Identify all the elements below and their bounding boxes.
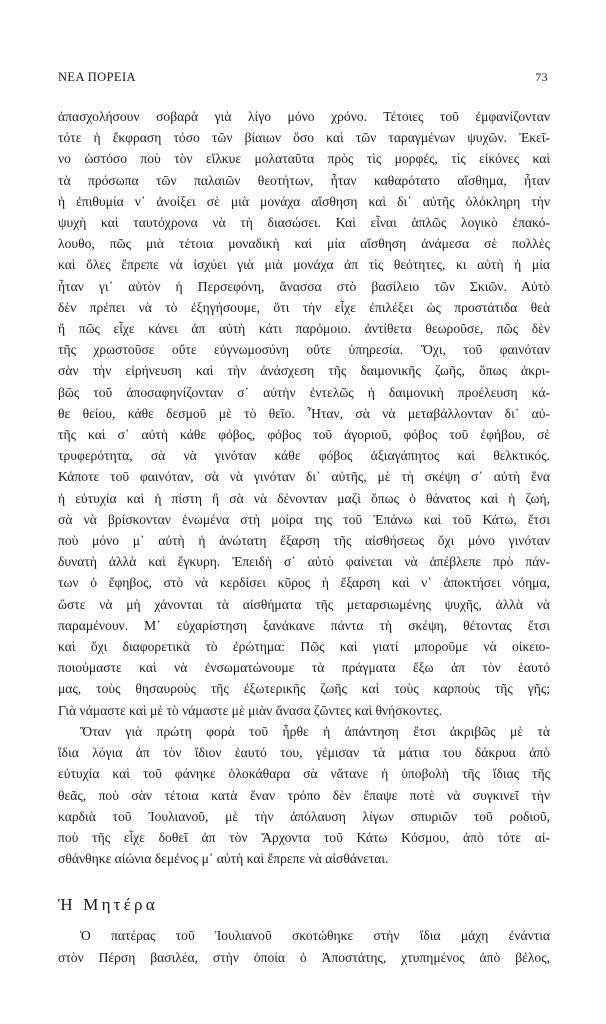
text-line: ἀπασχολήσουν σοβαρὰ γιὰ λίγο μόνο χρόνο. Τέτοιες τοῦ ἐμφανίζονταν	[58, 109, 550, 124]
text-line: μας, τοὺς θησαυροὺς τῆς ἐξωτερικῆς ζωῆς καὶ τοὺς καρποὺς τῆς γῆς;	[58, 681, 550, 697]
text-line: ὥστε νὰ μὴ χάνονται τὰ αἰσθήματα τῆς μεταρσιωμένης ψυχῆς, ἀλλὰ νὰ	[58, 596, 550, 612]
text-line: τῆς καὶ σ᾿ αὐτὴ κάθε φόβος, φόβος τοῦ ἀγοριοῦ, φόβος τοῦ ἐφήβου, σὲ	[58, 427, 550, 443]
paragraph-2	[58, 721, 550, 869]
text-line: τότε ἡ ἔκφραση τόσο τῶν βίαιων ὅσο καὶ τῶν ταραγμένων ψυχῶν. Ἐκεῖ-	[58, 130, 550, 146]
text-line: βῶς τοῦ ἀποσαφηνίζονταν σ᾿ αὐτὴν ἐντελῶς ἡ δαιμονικὴ προέλευση κά-	[58, 384, 550, 400]
text-line: ἡ ἐπιθυμία ν᾿ ἀνοίξει σὲ μιὰ μονάχα αἴσθηση καὶ δι᾿ αὐτῆς ὁλόκληρη τὴν	[58, 193, 550, 209]
running-head	[58, 70, 550, 85]
text-line: Γιὰ νάμαστε καὶ μὲ τὸ νάμαστε μὲ μιὰν ἄνασα ζῶντες καὶ θνήσκοντες.	[58, 702, 443, 718]
text-line: ἦταν γι᾿ αὐτὸν ἡ Περσεφόνη, ἄνασσα στὸ βασίλειο τῶν Σκιῶν. Αὐτὸ	[58, 278, 550, 294]
text-line: εὐτυχία καὶ τοῦ φάνηκε ὁλοκάθαρα σὰ νἄτανε ἡ ὑποβολὴ τῆς ἴδιας τῆς	[58, 766, 550, 782]
journal-title: ΝΕΑ ΠΟΡΕΙΑ	[58, 70, 136, 84]
text-line: δὲν πρέπει νὰ τὸ ἐξηγήσουμε, ὅτι τὴν εἶχε ἐπιλέξει ὡς προστάτιδα θεὰ	[58, 299, 550, 315]
text-line: σὰ νὰ βρίσκονταν ἑνωμένα στὴ μοίρα της τοῦ Ἐπάνω καὶ τοῦ Κάτω, ἔτσι	[58, 511, 550, 527]
text-line: ποὺ μόνο μ᾿ αὐτὴ ἡ ἀνώτατη ἔξαρση τῆς αἰσθήσεως ὄχι μόνο γινόταν	[58, 533, 550, 549]
paragraph-3	[58, 925, 550, 967]
text-line: Ὁ πατέρας τοῦ Ἰουλιανοῦ σκοτώθηκε στὴν ἴδια μάχη ἐνάντια	[80, 928, 550, 944]
text-line: λουθο, πῶς μιὰ τέτοια μοναδικὴ καὶ μία αἴσθηση ἀνάμεσα σὲ πολλὲς	[58, 236, 550, 252]
text-line: των ὁ ἔφηβος, στὸ νὰ κερδίσει κῦρος ἡ ἔξαρση καὶ ν᾿ ἀποκτήσει νόημα,	[58, 575, 550, 591]
text-line: ἡ εὐτυχία καὶ ἡ πίστη ἤ σὰ νὰ δένονταν μαζὶ ὅπως ὁ θάνατος καὶ ἡ ζωή,	[58, 490, 550, 506]
text-line: δυνατὴ ἀλλὰ καὶ ἔγκυρη. Ἐπειδὴ σ᾿ αὐτὸ φαίνεται νὰ ἀπέβλεπε πρὸ πάν-	[58, 554, 550, 570]
text-line: τὰ πρόσωπα τῶν παλαιῶν θεοτήτων, ἦταν καθαρότατο αἴσθημα, ἦταν	[58, 172, 550, 188]
text-line: σὰν τὴν εἰρήνευση καὶ τὴν ἀνάσχεση τῆς δαιμονικῆς ζωῆς, ὅπως ἀκρι-	[58, 363, 550, 379]
text-line: καὶ ὅλες ἔπρεπε νὰ ἰσχύει γιὰ μιὰ μονάχα ἀπ τὶς θεότητες, κι αὐτὴ ἡ μία	[58, 257, 550, 273]
text-line: ἴδια λόγια ἀπ τὸν ἴδιον ἑαυτό του, γέμισαν τὰ μάτια του δάκρυα ἀπὸ	[58, 745, 550, 761]
text-line: νο ὡστόσο ποὺ τὸν εἵλκυε μολαταῦτα πρὸς τὶς μορφές, τὶς εἰκόνες καὶ	[58, 151, 550, 167]
text-line: καρδιὰ τοῦ Ἰουλιανοῦ, μὲ τὴν ἀπόλαυση λίγων σπυριῶν τοῦ ροδιοῦ,	[58, 808, 550, 824]
text-line: παραμένουν. Μ᾿ εὐχαρίστηση ξανάκανε πάντα τὴ σκέψη, θέτοντας ἔτσι	[58, 617, 550, 633]
text-line: σθάνθηκε αἰώνια δεμένος μ᾿ αὐτὴ καὶ ἔπρεπε νὰ αἰσθάνεται.	[58, 851, 389, 867]
section-heading: Ἡ Μητέρα	[58, 895, 158, 915]
text-line: καὶ ὄχι διαφορετικὰ τὸ ἐρώτημα: Πῶς καὶ γιατί μποροῦμε νὰ οἰκειο-	[58, 639, 550, 655]
text-line: θε θείου, κάθε δεσμοῦ μὲ τὸ θεῖο. Ἦταν, σὰ νὰ μεταβάλλονταν δι᾿ αὐ-	[58, 405, 550, 421]
text-line: ψυχὴ καὶ ταυτόχρονα νὰ τὴ διασώσει. Καὶ εἶναι ἁπλῶς λογικὸ ἐπακό-	[58, 215, 550, 231]
text-line: τρυφερότητα, σὰ νὰ γινόταν κάθε φόβος ἀξιαγάπητος καὶ θελκτικός.	[58, 448, 550, 464]
text-line: ποὺ τῆς εἶχε δοθεῖ ἀπ τὸν Ἄρχοντα τοῦ Κάτω Κόσμου, ἀπὸ τότε αἰ-	[58, 829, 550, 845]
text-line: στὸν Πέρση βασιλέα, στὴν ὁποία ὁ Ἀποστάτης, χτυπημένος ἀπὸ βέλος,	[58, 949, 550, 965]
text-line: Κάποτε τοῦ φαινόταν, σὰ νὰ γινόταν δι᾿ αὐτῆς, μὲ τὴ σκέψη σ᾿ αὐτὴ ἕνα	[58, 469, 550, 485]
paragraph-1	[58, 106, 550, 721]
text-line: θεᾶς, ποὺ σὰν τέτοια κατὰ ἕναν τρόπο δὲν ἔπαψε ποτὲ νὰ συγκινεῖ τὴν	[58, 787, 550, 803]
text-line: τῆς χρωστοῦσε οὔτε εὐγνωμοσύνη οὔτε ὑπηρεσία. Ὄχι, τοῦ φαινόταν	[58, 342, 550, 358]
text-line: ποιούμαστε καὶ νὰ ἐνσωματώνουμε τὰ πράγματα ἔξω ἀπ τὸν ἑαυτό	[58, 660, 550, 676]
text-line: ἤ πῶς εἶχε κάνει ἀπ αὐτὴ κάτι παρόμοιο. ἀντίθετα θεωροῦσε, πῶς δὲν	[58, 321, 550, 337]
text-line: Ὅταν γιὰ πρώτη φορὰ τοῦ ἦρθε ἡ ἀπάντηση ἔτσι ἀκριβῶς μὲ τὰ	[80, 723, 550, 739]
document-page	[58, 70, 550, 968]
page-number: 73	[535, 70, 548, 84]
